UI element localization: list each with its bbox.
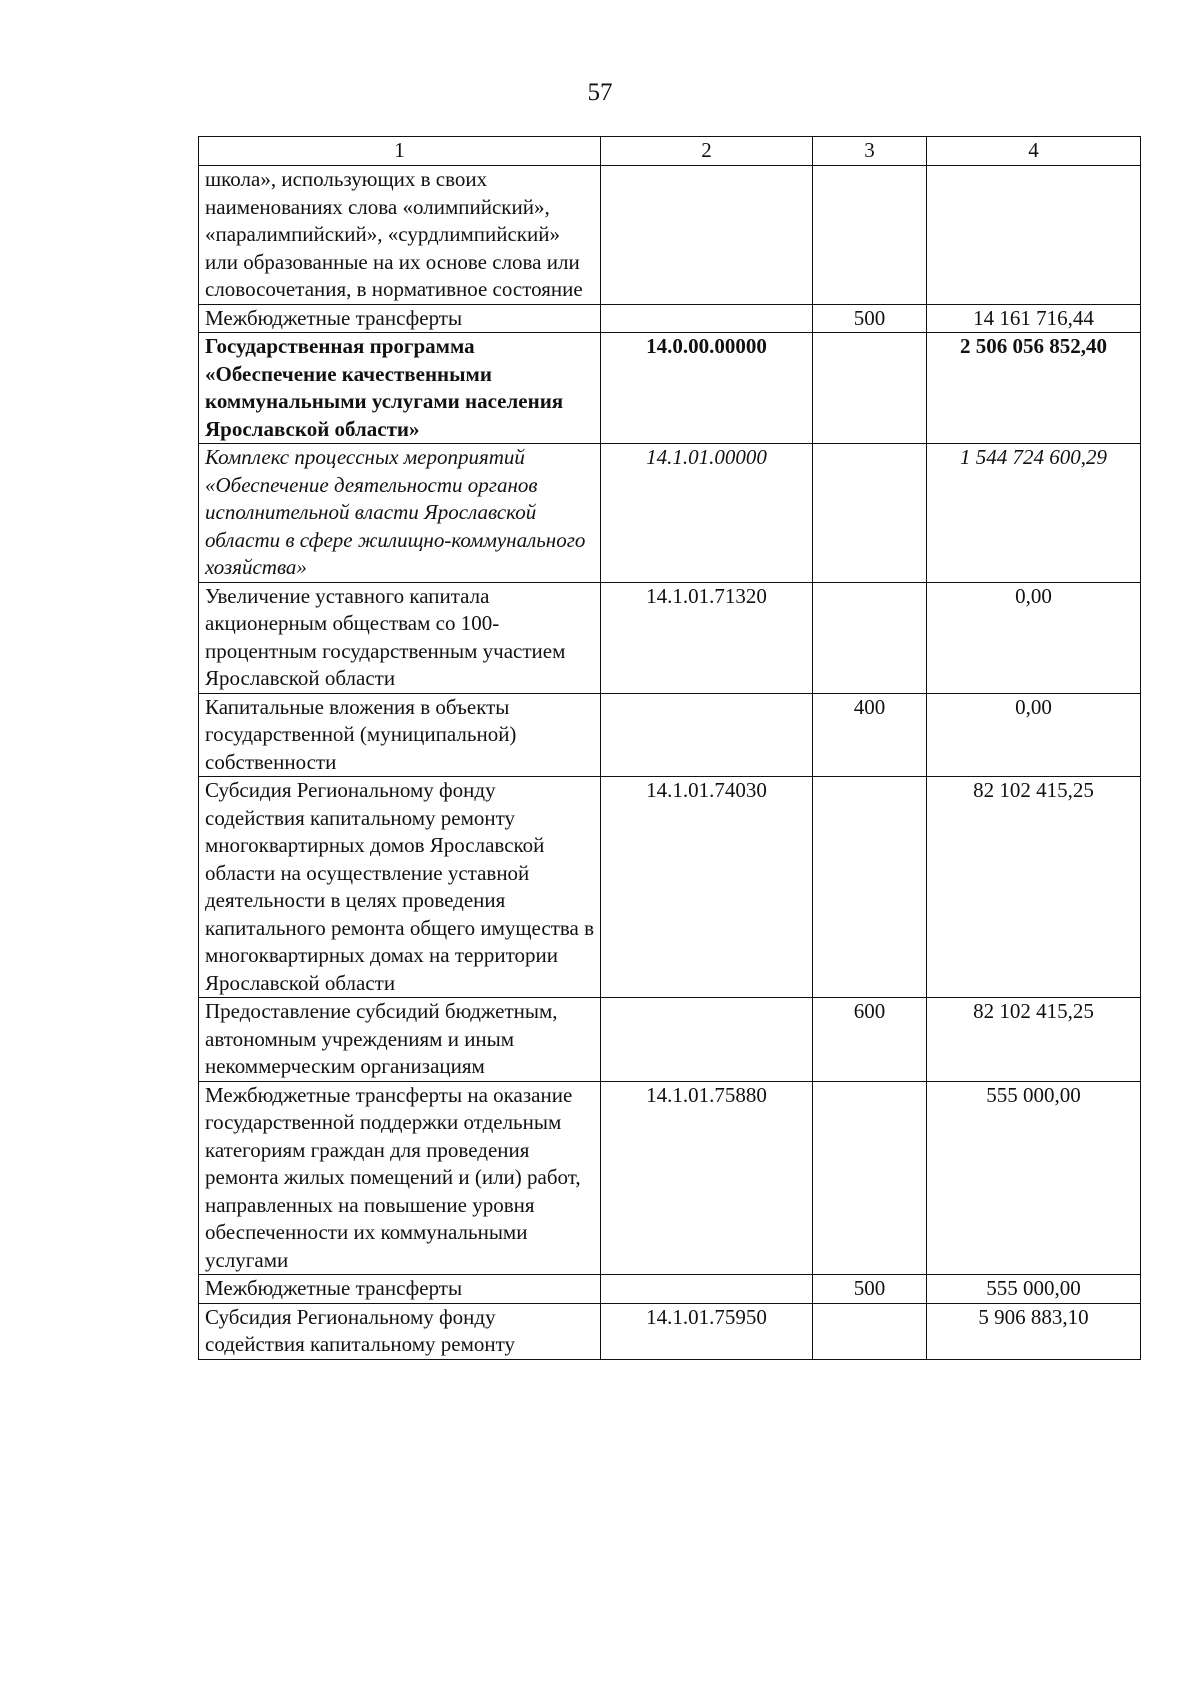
budget-table — [198, 136, 1141, 1360]
row-code — [601, 693, 813, 777]
column-header-4: 4 — [927, 137, 1141, 166]
table-row — [199, 998, 1141, 1082]
table-row — [199, 693, 1141, 777]
row-expense-type: 400 — [813, 693, 927, 777]
row-name: Межбюджетные трансферты — [199, 1275, 601, 1304]
row-name: Комплекс процессных мероприятий «Обеспечение деятельности органов исполнительной власти Ярославской области в сфере жилищно-коммунального хозяйства» — [199, 444, 601, 583]
row-amount: 0,00 — [927, 582, 1141, 693]
row-name: Субсидия Региональному фонду содействия капитальному ремонту многоквартирных домов Ярославской области на осуществление уставной деятельности в целях проведения капитального ремонта общего имущества в многоквартирных домах на территории Ярославской области — [199, 777, 601, 998]
row-expense-type — [813, 777, 927, 998]
row-code: 14.1.01.75880 — [601, 1081, 813, 1275]
row-expense-type — [813, 444, 927, 583]
row-amount: 82 102 415,25 — [927, 777, 1141, 998]
row-code: 14.1.01.75950 — [601, 1303, 813, 1359]
column-header-3: 3 — [813, 137, 927, 166]
row-name: Межбюджетные трансферты — [199, 304, 601, 333]
row-amount — [927, 166, 1141, 305]
column-header-1: 1 — [199, 137, 601, 166]
row-expense-type: 500 — [813, 304, 927, 333]
row-expense-type: 600 — [813, 998, 927, 1082]
header-row — [199, 137, 1141, 166]
row-code: 14.1.01.00000 — [601, 444, 813, 583]
table-row — [199, 1303, 1141, 1359]
row-expense-type — [813, 333, 927, 444]
row-code — [601, 1275, 813, 1304]
page-number: 57 — [587, 79, 613, 106]
row-name: Субсидия Региональному фонду содействия капитальному ремонту — [199, 1303, 601, 1359]
table-row-complex — [199, 444, 1141, 583]
table-row — [199, 1081, 1141, 1275]
row-code: 14.1.01.71320 — [601, 582, 813, 693]
row-amount: 5 906 883,10 — [927, 1303, 1141, 1359]
table-row — [199, 166, 1141, 305]
row-name: Капитальные вложения в объекты государственной (муниципальной) собственности — [199, 693, 601, 777]
row-amount: 555 000,00 — [927, 1081, 1141, 1275]
row-code: 14.0.00.00000 — [601, 333, 813, 444]
row-expense-type — [813, 582, 927, 693]
table-row — [199, 582, 1141, 693]
row-amount: 555 000,00 — [927, 1275, 1141, 1304]
row-name: Увеличение уставного капитала акционерным обществам со 100-процентным государственным участием Ярославской области — [199, 582, 601, 693]
table-body — [199, 166, 1141, 1360]
row-code — [601, 998, 813, 1082]
table-row — [199, 1275, 1141, 1304]
row-expense-type: 500 — [813, 1275, 927, 1304]
table-header — [199, 137, 1141, 166]
table-row — [199, 304, 1141, 333]
row-name: Межбюджетные трансферты на оказание государственной поддержки отдельным категориям граждан для проведения ремонта жилых помещений и (или) работ, направленных на повышение уровня обеспеченности их коммунальными услугами — [199, 1081, 601, 1275]
column-header-2: 2 — [601, 137, 813, 166]
row-name: Государственная программа «Обеспечение качественными коммунальными услугами населения Ярославской области» — [199, 333, 601, 444]
row-code: 14.1.01.74030 — [601, 777, 813, 998]
row-name: Предоставление субсидий бюджетным, автономным учреждениям и иным некоммерческим организациям — [199, 998, 601, 1082]
row-name: школа», использующих в своих наименованиях слова «олимпийский», «паралимпийский», «сурдлимпийский» или образованные на их основе слова или словосочетания, в нормативное состояние — [199, 166, 601, 305]
row-expense-type — [813, 1081, 927, 1275]
row-amount: 14 161 716,44 — [927, 304, 1141, 333]
row-amount: 0,00 — [927, 693, 1141, 777]
row-amount: 82 102 415,25 — [927, 998, 1141, 1082]
table-row-program — [199, 333, 1141, 444]
row-expense-type — [813, 1303, 927, 1359]
row-amount: 1 544 724 600,29 — [927, 444, 1141, 583]
row-expense-type — [813, 166, 927, 305]
row-code — [601, 304, 813, 333]
row-code — [601, 166, 813, 305]
table-row — [199, 777, 1141, 998]
row-amount: 2 506 056 852,40 — [927, 333, 1141, 444]
